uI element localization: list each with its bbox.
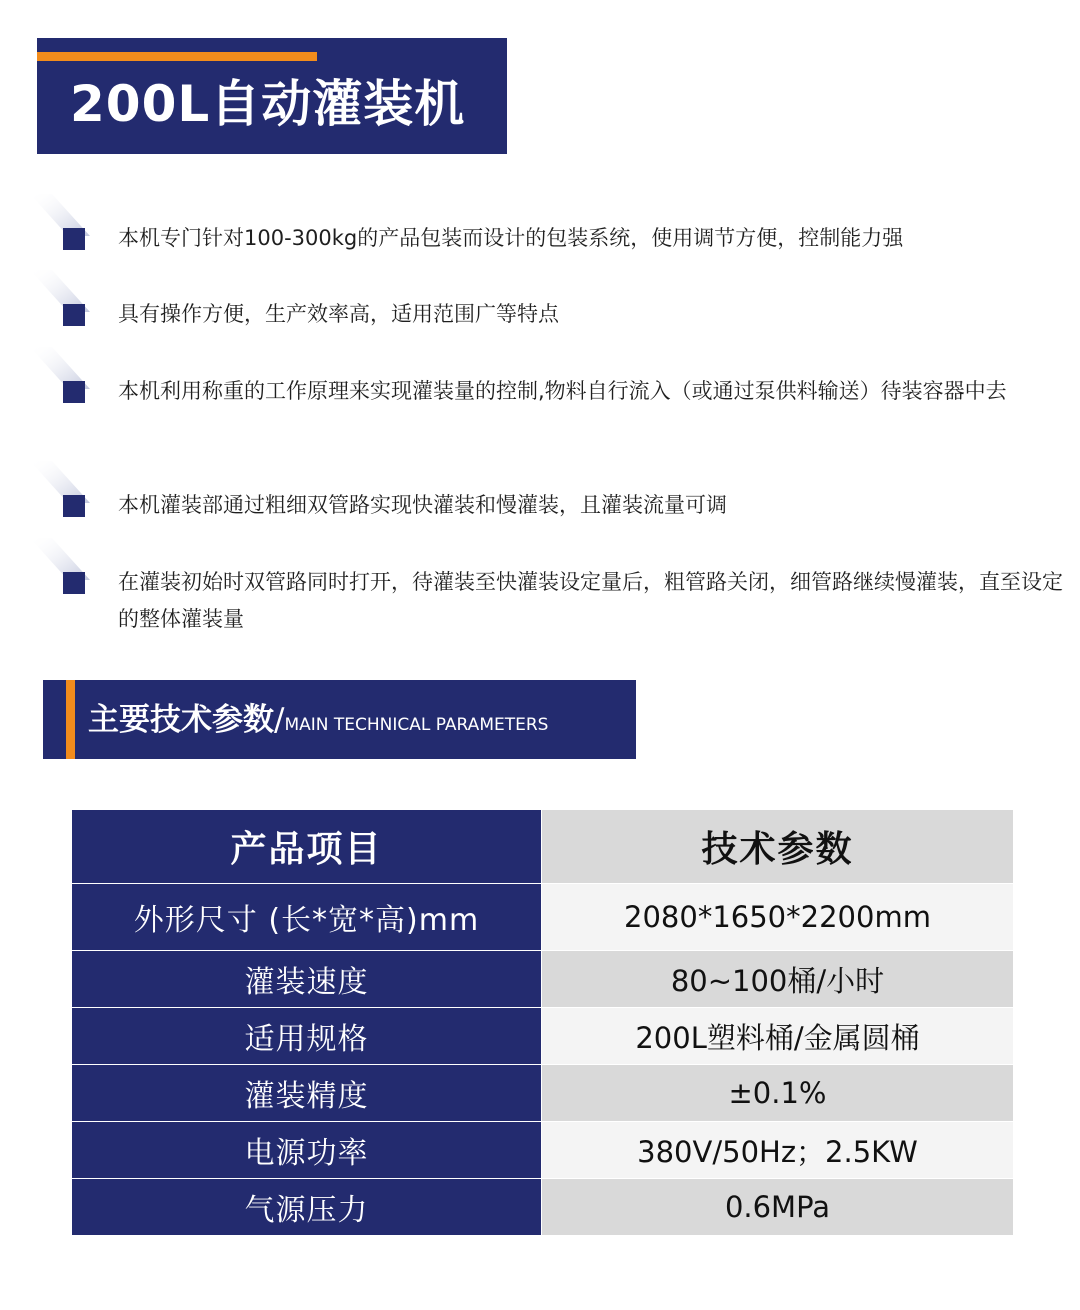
row-value: ±0.1% — [542, 1065, 1014, 1122]
table-row — [72, 1008, 1014, 1065]
bullet-square-icon — [63, 572, 85, 594]
row-value: 200L塑料桶/金属圆桶 — [542, 1008, 1014, 1065]
table-row — [72, 1179, 1014, 1236]
row-value: 2080*1650*2200mm — [542, 884, 1014, 951]
bullet-square-icon — [63, 228, 85, 250]
bullet-square-icon — [63, 304, 85, 326]
page-title: 200L自动灌装机 — [70, 75, 466, 133]
title-accent-bar — [37, 52, 317, 61]
row-label: 灌装速度 — [72, 951, 542, 1008]
row-label: 电源功率 — [72, 1122, 542, 1179]
header-parameter: 技术参数 — [542, 810, 1014, 884]
row-label: 灌装精度 — [72, 1065, 542, 1122]
table-row — [72, 1122, 1014, 1179]
header-item: 产品项目 — [72, 810, 542, 884]
row-label: 适用规格 — [72, 1008, 542, 1065]
section-title-slash: / — [274, 702, 285, 738]
section-title — [88, 695, 548, 745]
row-value: 380V/50Hz；2.5KW — [542, 1122, 1014, 1179]
row-label: 气源压力 — [72, 1179, 542, 1236]
feature-text: 本机专门针对100-300kg的产品包装而设计的包装系统，使用调节方便，控制能力强 — [118, 226, 904, 250]
feature-text: 在灌装初始时双管路同时打开，待灌装至快灌装设定量后，粗管路关闭，细管路继续慢灌装，直至设定的整体灌装量 — [118, 570, 1063, 631]
table-row — [72, 884, 1014, 951]
row-value: 0.6MPa — [542, 1179, 1014, 1236]
section-title-cn: 主要技术参数 — [88, 702, 274, 738]
table-header-row — [72, 810, 1014, 884]
spec-table — [71, 809, 1014, 1236]
row-label: 外形尺寸 (长*宽*高)mm — [72, 884, 542, 951]
section-accent-bar — [66, 680, 75, 759]
table-row — [72, 951, 1014, 1008]
row-value: 80~100桶/小时 — [542, 951, 1014, 1008]
feature-text: 具有操作方便，生产效率高，适用范围广等特点 — [118, 302, 559, 326]
bullet-square-icon — [63, 495, 85, 517]
table-row — [72, 1065, 1014, 1122]
section-title-en: MAIN TECHNICAL PARAMETERS — [284, 715, 549, 735]
bullet-square-icon — [63, 381, 85, 403]
feature-text: 本机灌装部通过粗细双管路实现快灌装和慢灌装，且灌装流量可调 — [118, 493, 727, 517]
feature-text: 本机利用称重的工作原理来实现灌装量的控制,物料自行流入（或通过泵供料输送）待装容器中去 — [118, 379, 1007, 403]
